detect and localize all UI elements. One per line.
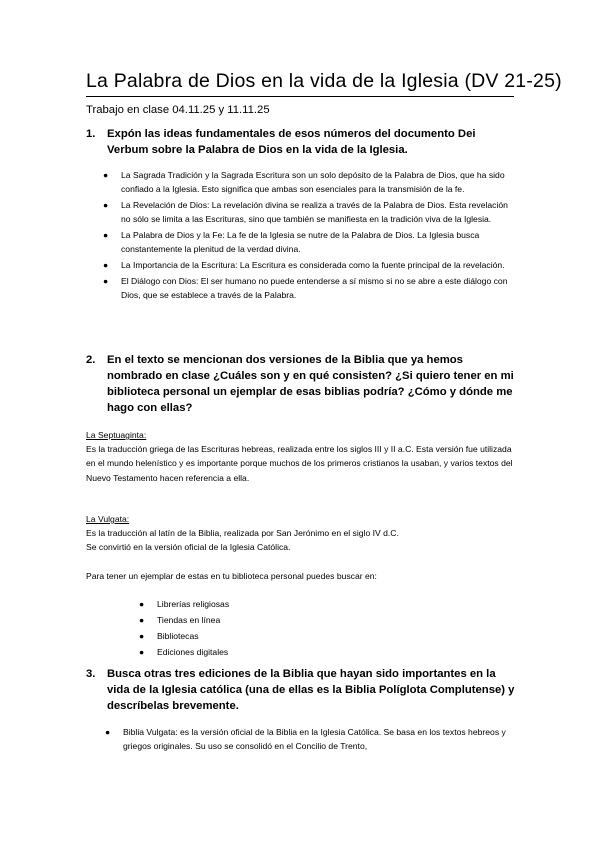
question-2-text: En el texto se mencionan dos versiones de la Biblia que ya hemos nombrado en clase ¿Cuáles son y en qué consisten? ¿Si quiero tener en mi biblioteca personal un ejemplar de esas biblias podría? ¿Cómo y dónde me hago con ellas? [107, 354, 514, 414]
vulgata-text-1: Es la traducción al latín de la Biblia, realizada por San Jerónimo en el siglo IV d.C. [86, 528, 399, 539]
septuaginta-heading: La Septuaginta: [86, 430, 147, 440]
bullet-icon: ● [139, 599, 145, 609]
bullet-icon: ● [103, 276, 109, 287]
bullet-icon: ● [139, 646, 145, 657]
vulgata-text-2: Se convirtió en la versión oficial de la Iglesia Católica. [86, 542, 291, 553]
list-item: ● Librerías religiosas [157, 597, 457, 611]
search-intro: Para tener un ejemplar de estas en tu biblioteca personal puedes buscar en: [86, 571, 377, 581]
septuaginta-section [86, 428, 516, 485]
list-item: ● La Importancia de la Escritura: La Escritura es considerada como la fuente principal de la revelación. [121, 258, 517, 272]
bullet-icon: ● [103, 230, 109, 241]
list-item: ● Ediciones digitales [157, 645, 457, 659]
bullet-icon: ● [103, 260, 109, 271]
vulgata-section [86, 512, 516, 555]
places-list [139, 597, 457, 661]
page-title: La Palabra de Dios en la vida de la Iglesia (DV 21-25) [86, 70, 562, 92]
list-item: ● Biblia Vulgata: es la versión oficial de la Biblia en la Iglesia Católica. Se basa en los textos hebreos y griegos originales. Su uso se consolidó en el Concilio de Trento, [105, 727, 506, 752]
list-item: ● Bibliotecas [157, 629, 457, 643]
question-1-number: 1. [86, 128, 96, 140]
bullet-icon: ● [103, 170, 109, 180]
list-item: ● La Palabra de Dios y la Fe: La fe de la Iglesia se nutre de la Palabra de Dios. La Iglesia busca constantemente la plenitud de la verdad divina. [103, 230, 480, 255]
question-3-answer-list [105, 725, 519, 755]
list-item: ● La Revelación de Dios: La revelación divina se realiza a través de la Palabra de Dios. Esta revelación no sólo se limita a las Escrituras, sino que también se manifiesta en la tradición viva de la Iglesia. [103, 200, 508, 225]
bullet-icon: ● [105, 727, 111, 737]
list-item: ● Tiendas en línea [157, 613, 457, 627]
question-2-number: 2. [86, 354, 96, 366]
bullet-icon: ● [139, 630, 145, 641]
list-item: ● El Diálogo con Dios: El ser humano no puede entenderse a sí mismo si no se abre a este diálogo con Dios, que se establece a través de la Palabra. [103, 276, 508, 301]
vulgata-heading: La Vulgata: [86, 514, 130, 524]
bullet-icon: ● [103, 200, 109, 211]
question-3-number: 3. [86, 668, 96, 680]
septuaginta-text: Es la traducción griega de las Escrituras hebreas, realizada entre los siglos III y II a.C. Esta versión fue utilizada en el mundo helenístico y es importante porque muchos de los primeros cristianos la usaban, y varios textos del Nuevo Testamento hacen referencia a ella. [86, 444, 513, 483]
title-underline [86, 96, 514, 97]
page-subtitle: Trabajo en clase 04.11.25 y 11.11.25 [86, 104, 270, 116]
list-item: ● La Sagrada Tradición y la Sagrada Escritura son un solo depósito de la Palabra de Dios, que ha sido confiado a la Iglesia. Esto significa que ambas son esenciales para la transmisión de la fe. [103, 170, 505, 195]
bullet-icon: ● [139, 614, 145, 625]
question-1-answer-list [103, 168, 517, 304]
question-3-text: Busca otras tres ediciones de la Biblia que hayan sido importantes en la vida de la Iglesia católica (una de ellas es la Biblia Políglota Complutense) y descríbelas brevemente. [107, 668, 515, 712]
question-1-text: Expón las ideas fundamentales de esos números del documento Dei Verbum sobre la Palabra de Dios en la vida de la Iglesia. [107, 128, 476, 156]
